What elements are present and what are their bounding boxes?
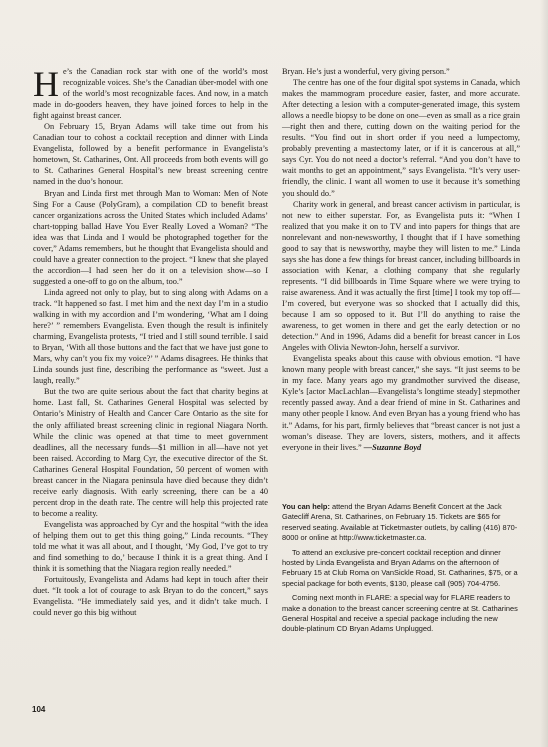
sidebar-paragraph: Coming next month in FLARE: a special way for FLARE readers to make a donation to the breast cancer screening centre at St. Catharines General Hospital and receive a special package including the new double-platinum CD Bryan Adams Unplugged. bbox=[282, 593, 518, 634]
how-to-help-sidebar bbox=[282, 502, 520, 639]
article-paragraph: Evangelista speaks about this cause with obvious emotion. “I have known many people with breast cancer,” she says. “It just seems to be in my face. Many years ago my grandmother survived the disease, Kyle’s [actor MacLachlan—Evangelista’s longtime steady] stepmother recently passed away. And a dear friend of mine in St. Catharines and many other people I know. And even Bryan has a young friend who has it.” Adams, for his part, firmly believes that “breast cancer is not just a woman’s disease. They are lovers, sisters, mothers, and it affects everyone in their lives.” —Suzanne Boyd bbox=[282, 354, 520, 452]
article-paragraph: The centre has one of the four digital spot systems in Canada, which makes the mammogram procedure easier, faster, and more accurate. After detecting a lesion with a computer-generated image, this system allows a needle biopsy to be done on one—even as small as a rice grain—right then and there, cutting down on the waiting period for the results. “You find out in short order if you need a lumpectomy, probably preventing a mastectomy later, or if it is cancerous at all,” says Cyr. You do not need a doctor’s referral. “And you don’t have to wait months to get an appointment,” says Evangelista. “It’s very user-friendly, the clinic. I want all women to use it because it’s something you should do.” bbox=[282, 78, 520, 198]
article-paragraph: But the two are quite serious about the fact that charity begins at home. Last fall, St. Catharines General Hospital was selected by Ontario’s Ministry of Health and Cancer Care Ontario as the site for the only affiliated breast screening clinic in regional Niagara North. While the clinic was opened at that time to meet government deadlines, all the necessary funds—$1 million in all—have not yet been raised. According to Marg Cyr, the executive director of the St. Catharines General Hospital Foundation, 50 percent of women with breast cancer in the Niagara peninsula have died because they didn’t receive early diagnosis. With early screening, there can be a 40 percent drop in the death rate. The centre will help this projected rate to become a reality. bbox=[33, 387, 268, 518]
article-paragraph: He’s the Canadian rock star with one of the world’s most recognizable voices. She’s the Canadian über-model with one of the world’s most recognizable faces. And now, in a match made in do-gooders heaven, they have joined forces to help in the fight against breast cancer. bbox=[33, 64, 268, 121]
article-column-right bbox=[282, 66, 520, 453]
article-paragraph: Bryan and Linda first met through Man to Woman: Men of Note Sing For a Cause (PolyGram), a compilation CD to benefit breast cancer organizations across the United States which included Adams’ chart-topping ballad Have You Ever Really Loved a Woman? “The idea was that Linda and I would be photographed together for the cover,” Adams remembers, but he thought that Evangelista should and could have a greater connection to the project. “I knew that she played the accordion—I had seen her do it on a television show—so I suggested a one-off to go on the album, too.” bbox=[33, 188, 268, 286]
sidebar-paragraph: To attend an exclusive pre-concert cocktail reception and dinner hosted by Linda Evangelista and Bryan Adams on the afternoon of February 15 at Club Roma on VanSickle Road, St. Catharines, $75, or a special package for both events, $130, please call (905) 704-4756. bbox=[282, 547, 518, 588]
article-paragraph: Bryan. He’s just a wonderful, very giving person.” bbox=[282, 67, 450, 76]
sidebar-paragraph: You can help: attend the Bryan Adams Benefit Concert at the Jack Gatecliff Arena, St. Catharines, on February 15. Tickets are $65 for reserved seating. Available at Ticketmaster outlets, by calling (416) 870-8000 or online at http://www.ticketmaster.ca. bbox=[282, 502, 518, 543]
article-paragraph: Evangelista was approached by Cyr and the hospital “with the idea of helping them out to get this thing going,” Linda recounts. “They told me what it was all about, and I thought, ‘My God, I’ve got to try and find something to do,’ because I think it is a great thing. And I think it is something that the Niagara region really needed.” bbox=[33, 519, 268, 574]
article-paragraph: On February 15, Bryan Adams will take time out from his Canadian tour to cohost a cocktail reception and dinner with Linda Evangelista, followed by a benefit performance in Evangelista’s hometown, St. Catharines, Ont. All proceeds from both events will go to St. Catharines General Hospital’s new breast screening centre named in the duo’s honour. bbox=[33, 122, 268, 187]
article-paragraph: Charity work in general, and breast cancer activism in particular, is not new to either superstar. For, as Evangelista puts it: “When I realized that you make it on to TV and into papers for things that are nonrelevant and non-newsworthy, I thought that if I have something good to say that is newsworthy, maybe they will listen to me.” Linda says she has done a few things for breast cancer, including billboards in association with Kenar, a clothing company that she regularly represents. “I did billboards in Time Square where we were trying to raise awareness. And it was actually the first [time] I took my top off—I’m covered, but everyone was so shocked that I actually did this, because I am so opposed to it. But I’ll do anything to raise the awareness, to get women in there and get the early detection or no detection.” And in 1996, Adams did a benefit for breast cancer in Los Angeles with Olivia Newton-John, herself a survivor. bbox=[282, 199, 520, 353]
binding-shadow bbox=[540, 0, 548, 747]
drop-cap: H bbox=[33, 64, 59, 104]
article-column-left bbox=[33, 66, 268, 618]
page-number: 104 bbox=[32, 705, 46, 714]
article-paragraph: Fortuitously, Evangelista and Adams had kept in touch after their duet. “It took a lot of courage to ask Bryan to do the concert,” says Evangelista. “He immediately said yes, and it didn’t take much. I could never go this big without bbox=[33, 575, 268, 618]
article-paragraph: Linda agreed not only to play, but to sing along with Adams on a track. “It happened so fast. I met him and the next day I’m in a studio walking in with my accordion and I’m wondering, ‘What am I doing here?’ ” remembers Evangelista. Even though the result is infinitely charming, Evangelista protests, “I tried and I still sound terrible. I said to Bryan, ‘With all those buttons and the fact that we have just gone to Mars, why can’t you fix my voice?’ ” Adams disagrees. He thinks that Linda sounds just fine, describing the performance as “sweet. Just a laugh, really.” bbox=[33, 287, 268, 386]
sidebar-lead: You can help: bbox=[282, 502, 330, 511]
byline: —Suzanne Boyd bbox=[363, 442, 422, 452]
